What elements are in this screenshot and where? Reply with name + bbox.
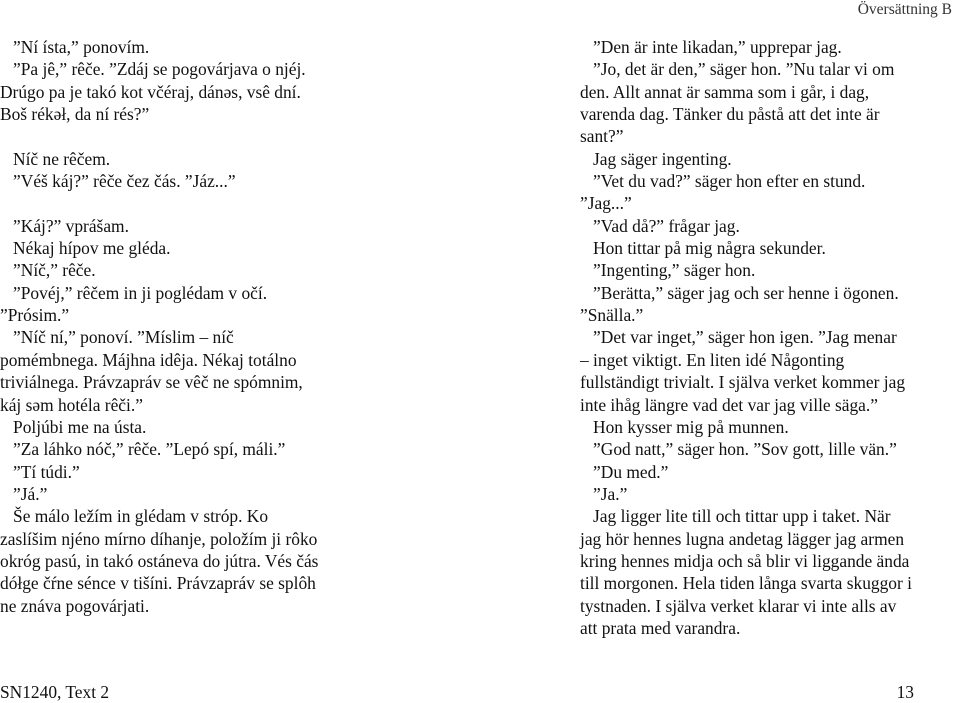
text-line: ”Za láhko nóč,” rêče. ”Lepó spí, máli.” bbox=[0, 439, 286, 460]
text-line: sant?” bbox=[580, 126, 624, 147]
text-line: ”Vet du vad?” säger hon efter en stund. bbox=[580, 171, 866, 192]
text-line: ne znáva pogovárjati. bbox=[0, 595, 150, 616]
paragraph-gap bbox=[0, 192, 364, 214]
text-line: ”Jo, det är den,” säger hon. ”Nu talar vi om bbox=[580, 59, 895, 80]
text-line: Níč ne rêčem. bbox=[0, 148, 111, 169]
text-line: ”Véš káj?” rêče čez čás. ”Jáz...” bbox=[0, 171, 236, 192]
text-line: dółge čŕne sénce v tišíni. Právzapráv se splôh bbox=[0, 573, 316, 594]
text-line: tystnaden. I själva verket klarar vi inte alls av bbox=[580, 595, 897, 616]
text-line: ”Prósim.” bbox=[0, 305, 70, 326]
text-line: ”Tí túdi.” bbox=[0, 461, 80, 482]
text-line: ”Ingenting,” säger hon. bbox=[580, 260, 756, 281]
text-line: Boš rékəł, da ní rés?” bbox=[0, 104, 150, 125]
text-line: ”Níč ní,” ponoví. ”Míslim – níč bbox=[0, 327, 234, 348]
text-line: ”Den är inte likadan,” upprepar jag. bbox=[580, 37, 842, 57]
text-line: den. Allt annat är samma som i går, i dag, bbox=[580, 81, 870, 102]
text-line: kring hennes midja och så blir vi liggande ända bbox=[580, 550, 910, 571]
text-line: ”Káj?” vprášam. bbox=[0, 215, 129, 236]
text-line: varenda dag. Tänker du påstå att det inte är bbox=[580, 104, 880, 125]
text-line: ”Ní ísta,” ponovím. bbox=[0, 37, 150, 57]
text-line: Drúgo pa je takó kot včéraj, dánəs, vsê dní. bbox=[0, 81, 301, 102]
text-line: ”Berätta,” säger jag och ser henne i ögonen. bbox=[580, 282, 899, 303]
text-line: ”Pa jê,” rêče. ”Zdáj se pogovárjava o njéj. bbox=[0, 59, 306, 80]
page-footer bbox=[0, 682, 960, 702]
text-line: ”Ja.” bbox=[580, 483, 628, 504]
text-line: ”God natt,” säger hon. ”Sov gott, lille vän.” bbox=[580, 439, 897, 460]
text-line: att prata med varandra. bbox=[580, 617, 741, 638]
text-line: okróg pasú, in takó ostáneva do jútra. Vés čás bbox=[0, 550, 319, 571]
text-line: pomémbnega. Májhna idêja. Nékaj totálno bbox=[0, 349, 297, 370]
text-line: jag hör hennes lugna andetag lägger jag armen bbox=[580, 528, 905, 549]
text-line: Poljúbi me na ústa. bbox=[0, 416, 147, 437]
text-line: till morgonen. Hela tiden långa svarta skuggor i bbox=[580, 573, 912, 594]
text-line: Hon tittar på mig några sekunder. bbox=[580, 238, 826, 259]
text-line: ”Det var inget,” säger hon igen. ”Jag menar bbox=[580, 327, 897, 348]
text-line: ”Jag...” bbox=[580, 193, 632, 214]
text-line: zaslíšim njéno mírno díhanje, položím ji rôko bbox=[0, 528, 318, 549]
text-line: inte ihåg längre vad det var jag ville säga.” bbox=[580, 394, 878, 415]
text-line: triviálnega. Právzapráv se vêč ne spómnim, bbox=[0, 372, 303, 393]
document-code: SN1240, Text 2 bbox=[0, 682, 110, 702]
paragraph-gap bbox=[0, 125, 364, 147]
slovene-text-column bbox=[0, 36, 364, 617]
text-line: Jag ligger lite till och tittar upp i taket. När bbox=[580, 506, 891, 527]
text-line: ”Snälla.” bbox=[580, 305, 644, 326]
text-line: Še málo ležím in glédam v stróp. Ko bbox=[0, 506, 269, 527]
translation-label: Översättning B bbox=[857, 1, 952, 18]
text-line: ”Níč,” rêče. bbox=[0, 260, 96, 281]
text-line: ”Vad då?” frågar jag. bbox=[580, 215, 740, 236]
text-line: fullständigt trivialt. I själva verket kommer jag bbox=[580, 372, 906, 393]
text-line: – inget viktigt. En liten idé Någonting bbox=[580, 349, 845, 370]
text-line: Jag säger ingenting. bbox=[580, 148, 732, 169]
text-line: ”Du med.” bbox=[580, 461, 669, 482]
text-line: ”Já.” bbox=[0, 483, 48, 504]
text-line: Nékaj hípov me gléda. bbox=[0, 238, 171, 259]
text-line: káj səm hotéla rêči.” bbox=[0, 394, 143, 415]
page-number: 13 bbox=[896, 682, 914, 702]
text-line: ”Povéj,” rêčem in ji poglédam v očí. bbox=[0, 282, 268, 303]
swedish-translation-column bbox=[580, 36, 958, 639]
text-line: Hon kysser mig på munnen. bbox=[580, 416, 789, 437]
